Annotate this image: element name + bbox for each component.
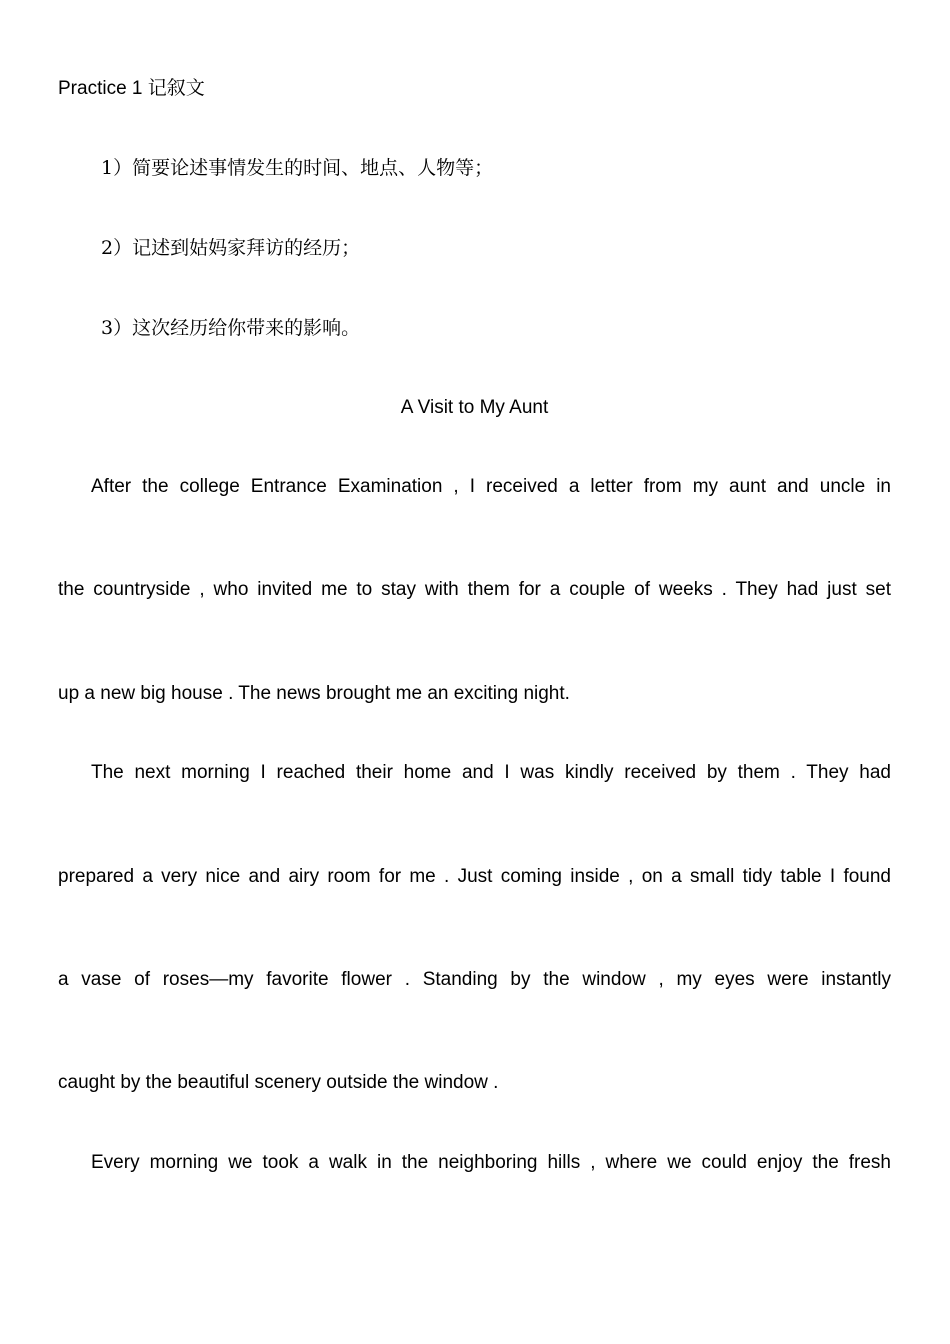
- essay-line-4: The next morning I reached their home and I was kindly received by them . They had: [91, 762, 891, 783]
- essay-line-5: prepared a very nice and airy room for me . Just coming inside , on a small tidy table I found: [58, 866, 891, 887]
- essay-title: A Visit to My Aunt: [400, 397, 549, 418]
- essay-line-2: the countryside , who invited me to stay with them for a couple of weeks . They had just set: [58, 579, 891, 600]
- essay-line-7: caught by the beautiful scenery outside the window .: [58, 1072, 499, 1093]
- requirement-2: 2）记述到姑妈家拜访的经历；: [101, 237, 361, 259]
- practice-heading-cjk: 记叙文: [147, 77, 205, 99]
- practice-heading-latin: Practice 1: [58, 78, 148, 99]
- essay-line-8: Every morning we took a walk in the neighboring hills , where we could enjoy the fresh: [91, 1152, 891, 1173]
- essay-line-6: a vase of roses—my favorite flower . Standing by the window , my eyes were instantly: [58, 969, 891, 990]
- essay-line-3: up a new big house . The news brought me an exciting night.: [58, 683, 570, 704]
- requirement-3: 3）这次经历给你带来的影响。: [101, 317, 361, 339]
- requirement-1: 1）简要论述事情发生的时间、地点、人物等；: [101, 157, 494, 179]
- essay-line-1: After the college Entrance Examination , I received a letter from my aunt and uncle in: [91, 476, 891, 497]
- practice-heading: [58, 76, 891, 101]
